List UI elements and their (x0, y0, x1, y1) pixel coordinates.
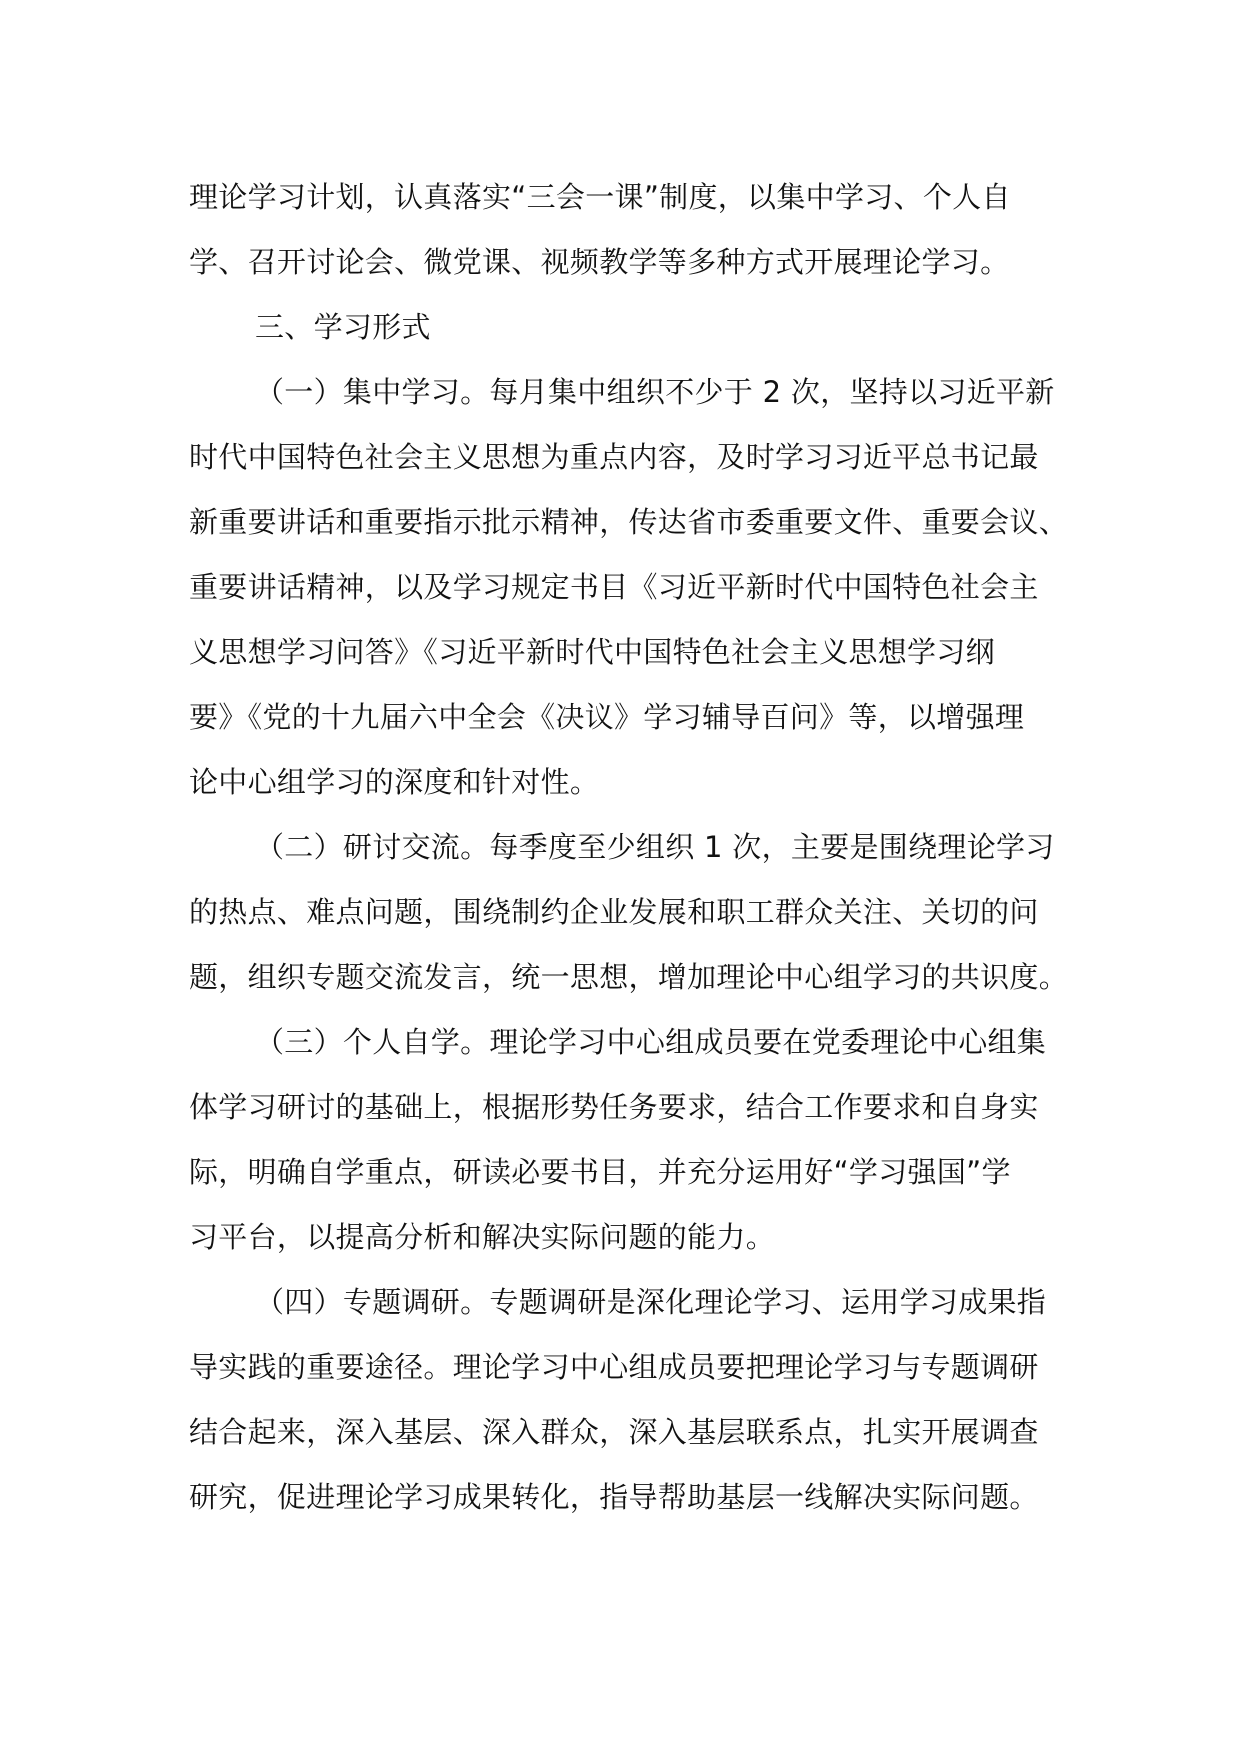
paragraph-line: 时代中国特色社会主义思想为重点内容，及时学习习近平总书记最 (189, 440, 1039, 474)
paragraph-line: （四）专题调研。专题调研是深化理论学习、运用学习成果指 (255, 1285, 1047, 1319)
paragraph-line: 体学习研讨的基础上，根据形势任务要求，结合工作要求和自身实 (189, 1090, 1039, 1124)
paragraph-line: 重要讲话精神，以及学习规定书目《习近平新时代中国特色社会主 (189, 570, 1039, 604)
paragraph-line: 论中心组学习的深度和针对性。 (189, 765, 600, 799)
paragraph-line: 的热点、难点问题，围绕制约企业发展和职工群众关注、关切的问 (189, 895, 1039, 929)
paragraph-line: （一）集中学习。每月集中组织不少于 2 次，坚持以习近平新 (255, 375, 1055, 409)
paragraph-line: （三）个人自学。理论学习中心组成员要在党委理论中心组集 (255, 1025, 1047, 1059)
paragraph-line: 研究，促进理论学习成果转化，指导帮助基层一线解决实际问题。 (189, 1480, 1039, 1514)
paragraph-line: 题，组织专题交流发言，统一思想，增加理论中心组学习的共识度。 (189, 960, 1069, 994)
paragraph-line: 结合起来，深入基层、深入群众，深入基层联系点，扎实开展调查 (189, 1415, 1039, 1449)
paragraph-line: （二）研讨交流。每季度至少组织 1 次，主要是围绕理论学习 (255, 830, 1055, 864)
paragraph-line: 新重要讲话和重要指示批示精神，传达省市委重要文件、重要会议、 (189, 505, 1069, 539)
paragraph-line: 理论学习计划，认真落实“三会一课”制度，以集中学习、个人自 (189, 180, 1011, 214)
paragraph-line: 义思想学习问答》《习近平新时代中国特色社会主义思想学习纲 (189, 635, 995, 669)
paragraph-line: 要》《党的十九届六中全会《决议》学习辅导百问》等，以增强理 (189, 700, 1025, 734)
paragraph-line: 学、召开讨论会、微党课、视频教学等多种方式开展理论学习。 (189, 245, 1010, 279)
paragraph-line: 习平台，以提高分析和解决实际问题的能力。 (189, 1220, 776, 1254)
section-heading: 三、学习形式 (255, 310, 431, 344)
document-body (189, 165, 1069, 1530)
paragraph-line: 导实践的重要途径。理论学习中心组成员要把理论学习与专题调研 (189, 1350, 1039, 1384)
paragraph-line: 际，明确自学重点，研读必要书目，并充分运用好“学习强国”学 (189, 1155, 1011, 1189)
